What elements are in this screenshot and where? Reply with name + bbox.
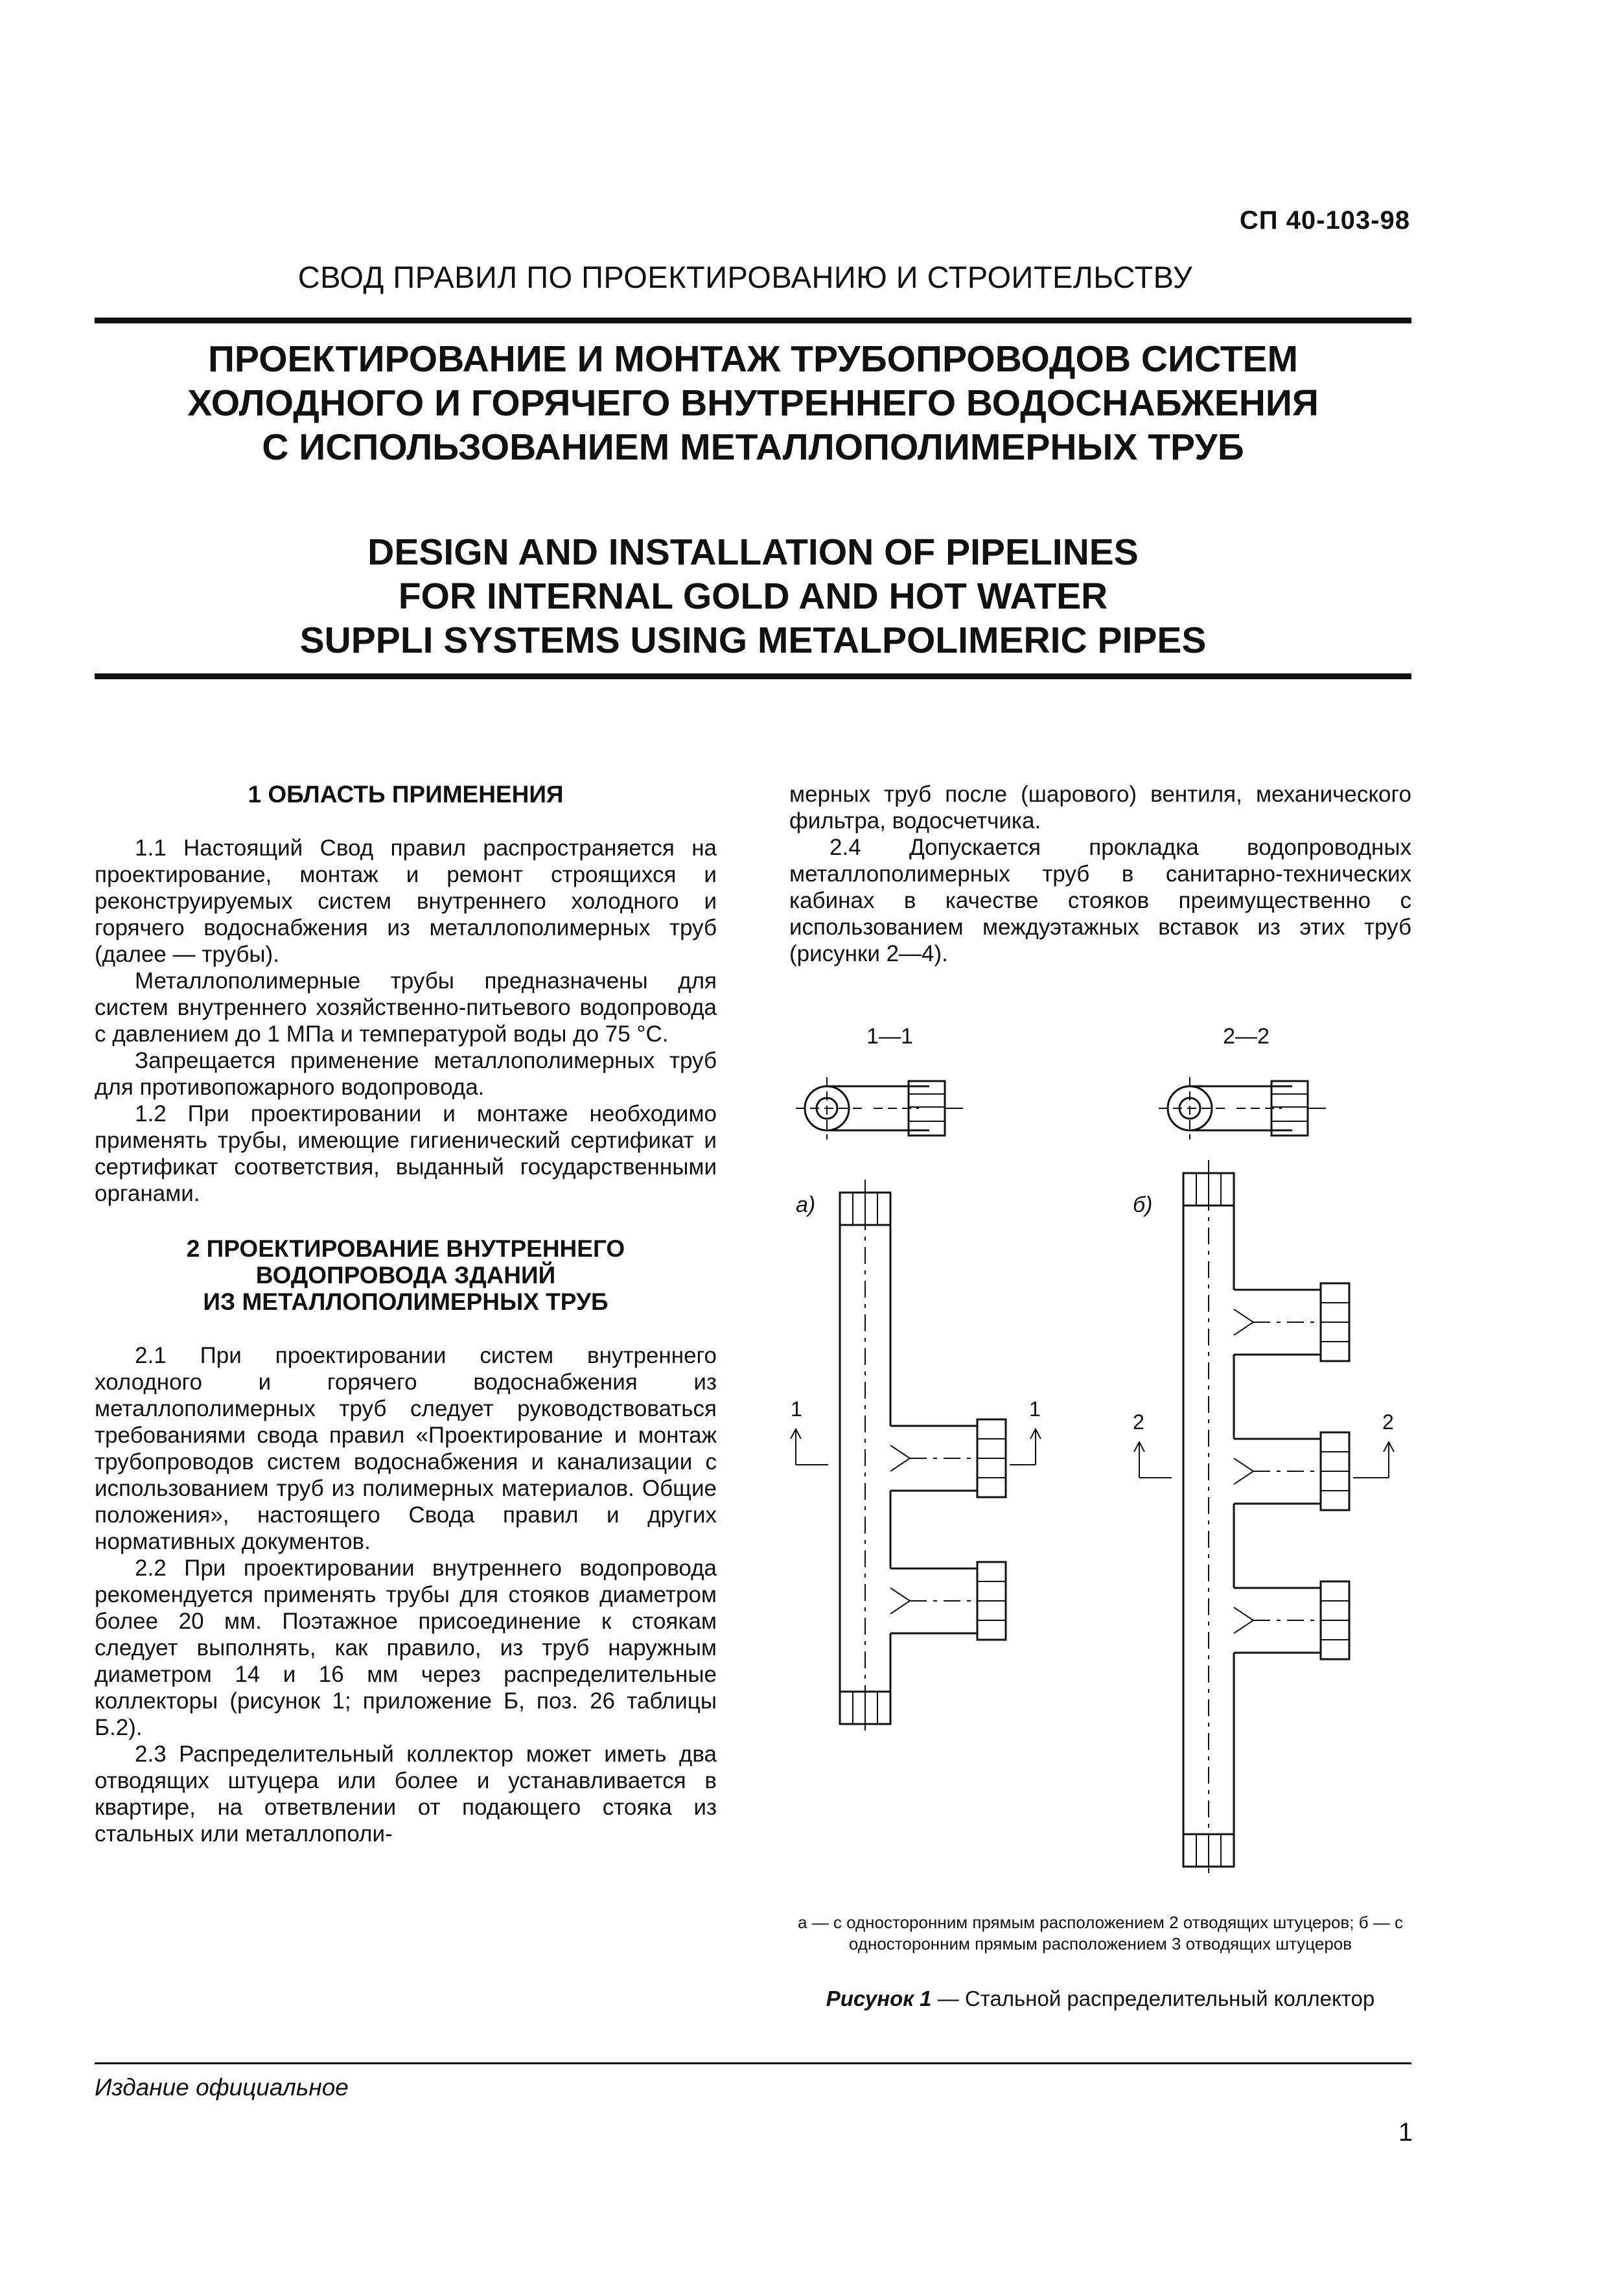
figure-caption-label: Рисунок 1 [826,1987,932,2010]
cut-mark-1-left: 1 [791,1397,802,1421]
section-2-heading-line: 2 ПРОЕКТИРОВАНИЕ ВНУТРЕННЕГО [186,1235,625,1262]
paragraph-pipes-purpose: Металлополимерные трубы предназначены для систем внутреннего хозяйственно-питьевого водопровода с давлением до 1 МПа и температурой воды до 75 °С. [95,968,717,1047]
figure-caption [789,1987,1411,2011]
edition-note: Издание официальное [95,2074,349,2101]
section-2-2-label: 2—2 [1223,1024,1270,1049]
paragraph-1-1: 1.1 Настоящий Свод правил распространяется на проектирование, монтаж и ремонт строящихся и реконструируемых систем внутреннего холодного и горячего водоснабжения из металлополимерных труб (далее — трубы). [95,835,717,967]
page-number: 1 [1398,2118,1413,2147]
figure-caption-text: — Стальной распределительный коллектор [931,1987,1375,2010]
header-rule [95,318,1411,323]
title-en-line: DESIGN AND INSTALLATION OF PIPELINES [367,531,1139,573]
title-russian [95,337,1411,469]
paragraph-2-3-continued: мерных труб после (шарового) вентиля, механического фильтра, водосчетчика. [789,782,1411,833]
section-1-1-label: 1—1 [866,1024,913,1049]
title-en-line: FOR INTERNAL GOLD AND HOT WATER [398,576,1108,617]
left-column [95,781,717,1847]
title-ru-line: ПРОЕКТИРОВАНИЕ И МОНТАЖ ТРУБОПРОВОДОВ СИСТЕМ [207,338,1299,380]
section-2-heading-line: ИЗ МЕТАЛЛОПОЛИМЕРНЫХ ТРУБ [203,1288,609,1315]
title-ru-line: С ИСПОЛЬЗОВАНИЕМ МЕТАЛЛОПОЛИМЕРНЫХ ТРУБ [262,426,1244,468]
cut-mark-2-right: 2 [1382,1410,1394,1434]
footer-rule [95,2062,1411,2064]
collector-a-2-outlets [791,1180,1041,1730]
paragraph-1-2: 1.2 При проектировании и монтаже необходимо применять трубы, имеющие гигиенический сертификат и сертификат соответствия, выданный государственными органами. [95,1101,717,1206]
section-2-heading [95,1235,717,1315]
paragraph-2-4: 2.4 Допускается прокладка водопроводных металлополимерных труб в санитарно-технических кабинах в качестве стояков преимущественно с использованием междуэтажных вставок из этих труб (рисунки 2—4). [789,835,1411,966]
section-2-2-view [1159,1077,1326,1139]
section-2-heading-line: ВОДОПРОВОДА ЗДАНИЙ [255,1262,556,1288]
collector-b-3-outlets [1134,1160,1394,1873]
section-1-1-view [796,1077,963,1139]
section-1-heading: 1 ОБЛАСТЬ ПРИМЕНЕНИЯ [248,781,564,808]
paragraph-2-1: 2.1 При проектировании систем внутреннего холодного и горячего водоснабжения из металлополимерных труб следует руководствоваться требованиями свода правил «Проектирование и монтаж трубопроводов систем водоснабжения и канализации с использованием труб из полимерных материалов. Общие положения», настоящего Свода правил и других нормативных документов. [95,1343,717,1554]
label-variant-b: б) [1133,1193,1153,1217]
paragraph-2-3: 2.3 Распределительный коллектор может иметь два отводящих штуцера или более и устанавливается в квартире, на ответвлении от подающего стояка из стальных или металлополи- [95,1742,717,1847]
series-title: СВОД ПРАВИЛ ПО ПРОЕКТИРОВАНИЮ И СТРОИТЕЛЬСТВУ [297,260,1193,294]
cut-mark-2-left: 2 [1133,1410,1144,1434]
paragraph-prohibition: Запрещается применение металлополимерных труб для противопожарного водопровода. [95,1048,717,1100]
paragraph-2-2: 2.2 При проектировании внутреннего водопровода рекомендуется применять трубы для стояков диаметром более 20 мм. Поэтажное присоединение к стоякам следует выполнять, как правило, из труб наружным диаметром 14 и 16 мм через распределительные коллекторы (рисунок 1; приложение Б, поз. 26 таблицы Б.2). [95,1556,717,1740]
cut-mark-1-right: 1 [1029,1397,1041,1421]
title-english [95,530,1411,662]
document-code: СП 40-103-98 [1239,206,1410,235]
figure-note: а — с односторонним прямым расположением 2 отводящих штуцеров; б — с односторонним прямым расположением 3 отводящих штуцеров [797,1913,1404,1953]
right-column [789,781,1411,967]
figure-1-collector-drawing [789,1011,1411,1912]
title-rule [95,673,1411,679]
title-en-line: SUPPLI SYSTEMS USING METALPOLIMERIC PIPES [299,620,1207,661]
title-ru-line: ХОЛОДНОГО И ГОРЯЧЕГО ВНУТРЕННЕГО ВОДОСНАБЖЕНИЯ [187,382,1319,424]
label-variant-a: а) [796,1193,816,1217]
